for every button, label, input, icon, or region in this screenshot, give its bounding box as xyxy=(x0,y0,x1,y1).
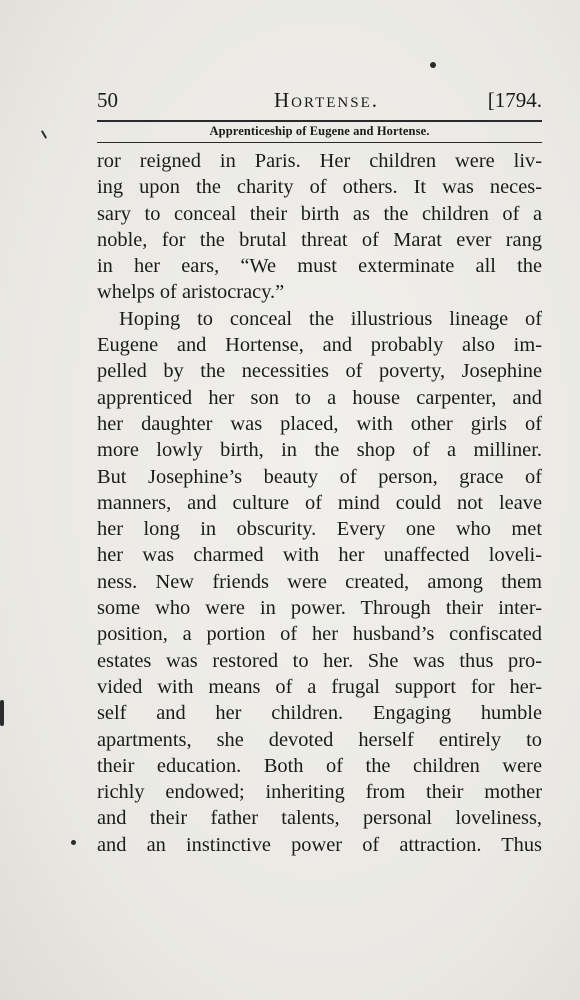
text-line: vided with means of a frugal support for her- xyxy=(97,675,542,698)
text-line: whelps of aristocracy.” xyxy=(97,281,285,304)
text-line: their education. Both of the children were xyxy=(97,754,542,777)
text-line: more lowly birth, in the shop of a milliner. xyxy=(97,439,542,462)
year-marker: [1794. xyxy=(487,88,542,112)
text-line: her daughter was placed, with other girls of xyxy=(97,412,542,435)
text-line: estates was restored to her. She was thus pro- xyxy=(97,649,542,672)
book-title: Hortense. xyxy=(273,88,379,112)
text-line: and an instinctive power of attraction. Thus xyxy=(97,833,542,856)
header-rule xyxy=(97,120,542,122)
text-line: her long in obscurity. Every one who met xyxy=(97,518,542,541)
text-line: apartments, she devoted herself entirely to xyxy=(97,728,542,751)
chapter-heading: Apprenticeship of Eugene and Hortense. xyxy=(209,124,430,138)
body-text xyxy=(97,148,542,858)
text-line: manners, and culture of mind could not leave xyxy=(97,491,542,514)
ink-speck xyxy=(0,700,4,726)
text-line: in her ears, “We must exterminate all the xyxy=(97,255,542,278)
ink-speck xyxy=(71,840,76,845)
running-head xyxy=(97,86,542,114)
text-line: sary to conceal their birth as the children of a xyxy=(97,202,542,225)
text-line: Eugene and Hortense, and probably also im- xyxy=(97,334,542,357)
text-line: some who were in power. Through their inter- xyxy=(97,597,542,620)
text-line: self and her children. Engaging humble xyxy=(97,702,542,725)
heading-rule xyxy=(97,142,542,143)
text-line: ror reigned in Paris. Her children were liv- xyxy=(97,150,542,172)
text-line: and their father talents, personal loveliness, xyxy=(97,807,542,830)
text-line: pelled by the necessities of poverty, Josephine xyxy=(97,360,542,383)
text-line: ing upon the charity of others. It was neces- xyxy=(97,176,542,199)
ink-speck xyxy=(41,130,47,139)
text-line: Hoping to conceal the illustrious lineage of xyxy=(119,307,542,330)
text-line: But Josephine’s beauty of person, grace of xyxy=(97,465,542,488)
ink-speck xyxy=(430,62,436,68)
text-line: ness. New friends were created, among them xyxy=(97,570,542,593)
text-line: her was charmed with her unaffected loveli- xyxy=(97,544,542,567)
page-number: 50 xyxy=(97,88,118,112)
text-line: noble, for the brutal threat of Marat ever rang xyxy=(97,228,542,251)
text-line: apprenticed her son to a house carpenter, and xyxy=(97,386,542,409)
text-line: position, a portion of her husband’s confiscated xyxy=(97,623,542,646)
text-line: richly endowed; inheriting from their mother xyxy=(97,781,542,804)
